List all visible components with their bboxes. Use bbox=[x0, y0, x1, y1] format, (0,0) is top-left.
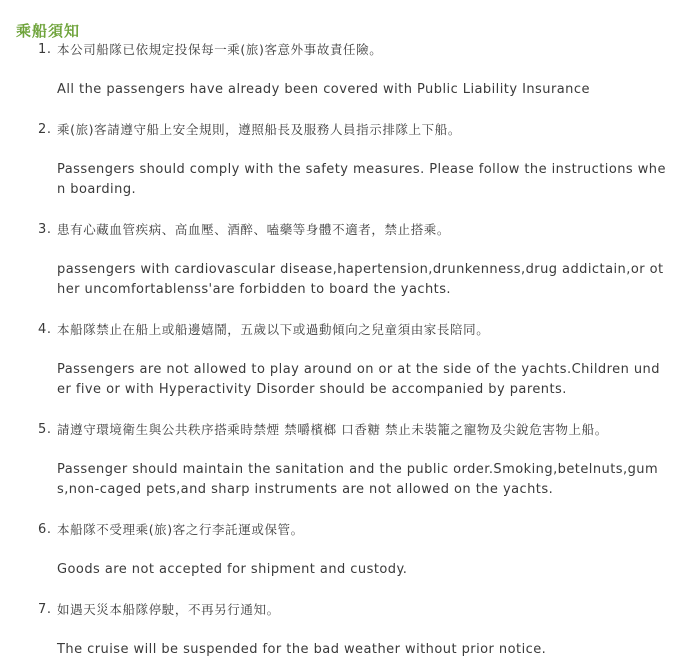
rule-zh-label: 本船隊禁止在船上或船邊嬉鬧，五歲以下或過動傾向之兒童須由家長陪同。 bbox=[57, 322, 490, 337]
rule-zh-text bbox=[0, 520, 688, 540]
rule-number: 7. bbox=[38, 602, 52, 617]
rule-item-5 bbox=[0, 420, 688, 520]
rule-item-1 bbox=[0, 40, 688, 120]
rule-zh-text bbox=[0, 220, 688, 240]
rule-en-text: The cruise will be suspended for the bad weather without prior notice. bbox=[57, 642, 547, 657]
rule-zh-text bbox=[0, 120, 688, 140]
rule-item-3 bbox=[0, 220, 688, 320]
rule-number: 1. bbox=[38, 42, 52, 57]
rule-zh-label: 本船隊不受理乘(旅)客之行李託運或保管。 bbox=[57, 522, 304, 537]
rule-zh-text bbox=[0, 320, 688, 340]
rule-zh-text bbox=[0, 40, 688, 60]
rule-zh-label: 如遇天災本船隊停駛，不再另行通知。 bbox=[57, 602, 280, 617]
rule-number: 2. bbox=[38, 122, 52, 137]
rule-en-text: passengers with cardiovascular disease,hapertension,drunkenness,drug addictain,or other uncomfortablenss'are forbidden to board the yachts. bbox=[57, 262, 664, 297]
rule-en-text: Passengers are not allowed to play around on or at the side of the yachts.Children under five or with Hyperactivity Disorder should be accompanied by parents. bbox=[57, 362, 660, 397]
rule-zh-text bbox=[0, 420, 688, 440]
rule-zh-label: 患有心藏血管疾病、高血壓、酒醉、嗑藥等身體不適者，禁止搭乘。 bbox=[57, 222, 451, 237]
rule-zh-text bbox=[0, 600, 688, 620]
rule-number: 5. bbox=[38, 422, 52, 437]
rules-list bbox=[0, 40, 688, 660]
rule-number: 4. bbox=[38, 322, 52, 337]
rule-number: 3. bbox=[38, 222, 52, 237]
rule-en-text: Goods are not accepted for shipment and custody. bbox=[57, 562, 408, 577]
rule-en-text: Passenger should maintain the sanitation and the public order.Smoking,betelnuts,gums,non-caged pets,and sharp instruments are not allowed on the yachts. bbox=[57, 462, 659, 497]
page-title: 乘船須知 bbox=[16, 22, 81, 40]
rule-item-7 bbox=[0, 600, 688, 660]
rule-item-6 bbox=[0, 520, 688, 600]
rule-en-text: Passengers should comply with the safety measures. Please follow the instructions when boarding. bbox=[57, 162, 666, 197]
rule-en-text: All the passengers have already been covered with Public Liability Insurance bbox=[57, 82, 590, 97]
rule-zh-label: 乘(旅)客請遵守船上安全規則，遵照船長及服務人員指示排隊上下船。 bbox=[57, 122, 461, 137]
rule-number: 6. bbox=[38, 522, 52, 537]
rule-item-4 bbox=[0, 320, 688, 420]
rule-zh-label: 請遵守環境衛生與公共秩序搭乘時禁煙 禁嚼檳榔 口香糖 禁止未裝籠之寵物及尖銳危害物上船。 bbox=[57, 422, 608, 437]
rule-item-2 bbox=[0, 120, 688, 220]
rule-zh-label: 本公司船隊已依規定投保每一乘(旅)客意外事故責任險。 bbox=[57, 42, 383, 57]
